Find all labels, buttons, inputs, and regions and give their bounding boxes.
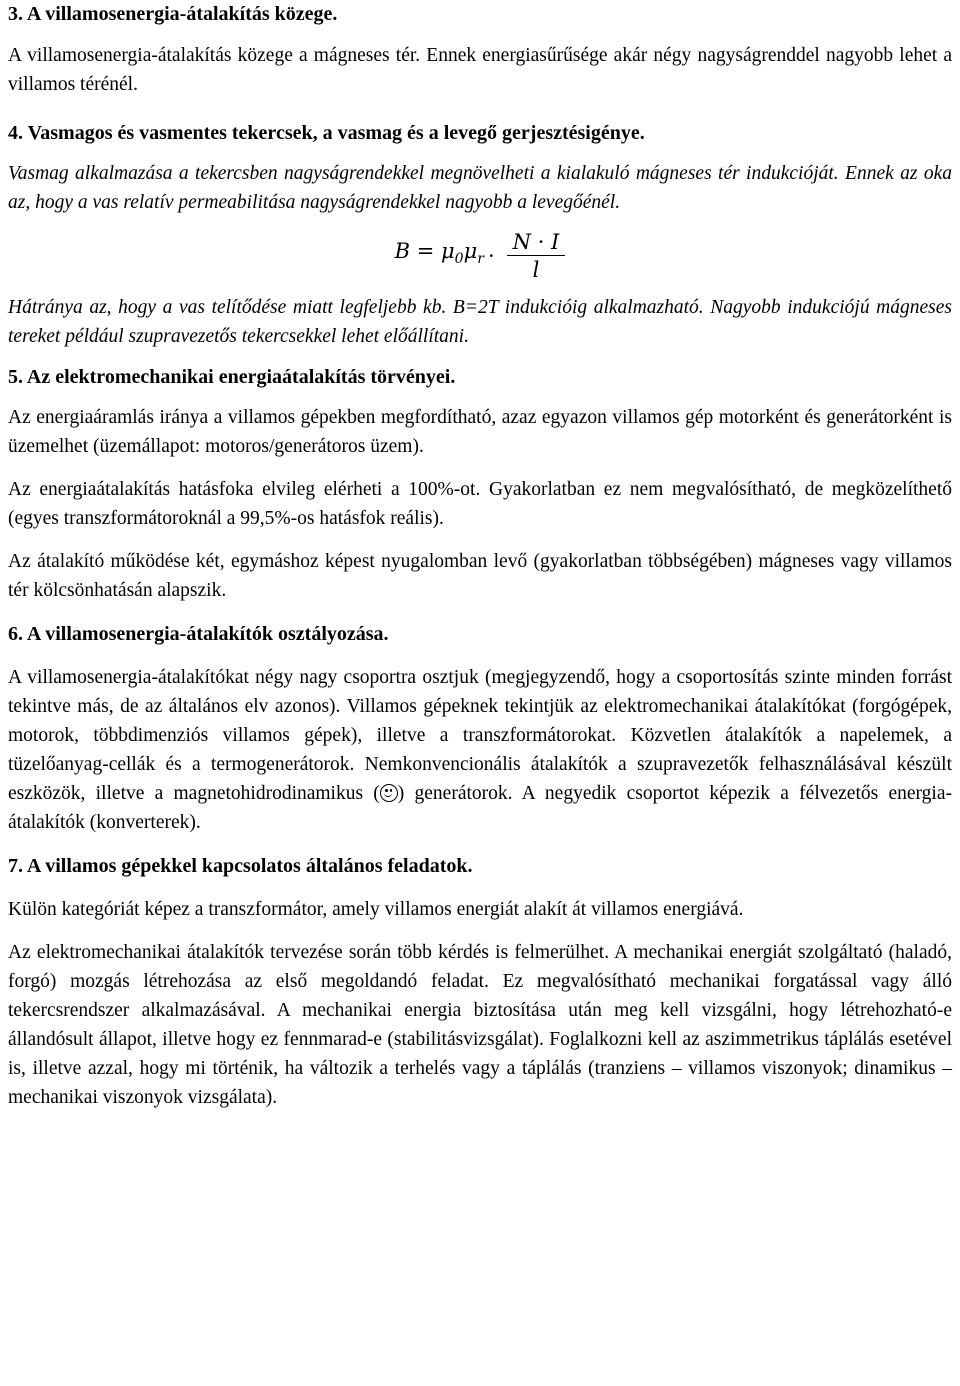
section-7-paragraph-2: Az elektromechanikai átalakítók tervezése során több kérdés is felmerülhet. A mechanikai energiát szolgáltató (haladó, forgó) mozgás létrehozása az első megoldandó feladat. Ez megvalósítható mechanikai forgatással vagy álló tekercsrendszer alkalmazásával. A mechanikai energia biztosítása után meg kell vizsgálni, hogy létrehozható-e állandósult állapot, illetve hogy ez fennmarad-e (stabilitásvizsgálat). Foglalkozni kell az aszimmetrikus táplálás esetével is, illetve azzal, hogy mi történik, ha változik a terhelés vagy a táplálás (tranziens – villamos viszonyok; dinamikus – mechanikai viszonyok vizsgálata). bbox=[8, 942, 952, 1108]
section-4-paragraph-2: Hátránya az, hogy a vas telítődése miatt legfeljebb kb. B=2T indukcióig alkalmazható. Nagyobb indukciójú mágneses tereket például szupravezetős tekercsekkel lehet előállítani. bbox=[8, 297, 952, 347]
formula-b-mu: B = μ bbox=[394, 239, 455, 264]
smiley-icon bbox=[380, 784, 398, 802]
formula-mu: μ bbox=[463, 239, 478, 264]
section-5-paragraph-1: Az energiaáramlás iránya a villamos gépekben megfordítható, azaz egyazon villamos gép motorként és generátorként is üzemelhet (üzemállapot: motoros/generátoros üzem). bbox=[8, 407, 952, 457]
induction-formula bbox=[8, 225, 952, 287]
section-6-text-b: ) generátorok. A negyedik csoportot képezik a félvezetős energia-átalakítók (konverterek). bbox=[8, 783, 952, 833]
formula-sub-r: r bbox=[477, 251, 484, 268]
section-5-heading: 5. Az elektromechanikai energiaátalakítás törvényei. bbox=[8, 366, 456, 388]
section-7-paragraph-1: Külön kategóriát képez a transzformátor, amely villamos energiát alakít át villamos energiává. bbox=[8, 899, 744, 920]
section-3-paragraph: A villamosenergia-átalakítás közege a mágneses tér. Ennek energiasűrűsége akár négy nagyságrenddel nagyobb lehet a villamos térénél. bbox=[8, 45, 952, 95]
section-5-paragraph-3: Az átalakító működése két, egymáshoz képest nyugalomban levő (gyakorlatban többségében) mágneses vagy villamos tér kölcsönhatásán alapszik. bbox=[8, 551, 952, 601]
formula-lhs bbox=[395, 237, 484, 274]
section-7-heading: 7. A villamos gépekkel kapcsolatos általános feladatok. bbox=[8, 855, 473, 877]
section-5-paragraph-2: Az energiaátalakítás hatásfoka elvileg elérheti a 100%-ot. Gyakorlatban ez nem megvalósítható, de megközelíthető (egyes transzformátoroknál a 99,5%-os hatásfok reális). bbox=[8, 479, 952, 529]
formula-numerator: N · I bbox=[507, 229, 566, 256]
formula-dot: · bbox=[487, 243, 495, 268]
formula-sub-0: 0 bbox=[454, 251, 464, 268]
section-6-heading: 6. A villamosenergia-átalakítók osztályozása. bbox=[8, 623, 389, 645]
section-6-paragraph bbox=[8, 663, 952, 837]
section-6-text-a: A villamosenergia-átalakítókat négy nagy csoportra osztjuk (megjegyzendő, hogy a csoportosítás szinte minden forrást tekintve más, de az általános elv azonos). Villamos gépeknek tekintjük az elektromechanikai átalakítókat (forgógépek, motorok, többdimenziós villamos gépek), illetve a transzformátorokat. Közvetlen átalakítók a napelemek, a tüzelőanyag-cellák és a termogenerátorok. Nemkonvencionális átalakítók a szupravezetők felhasználásával készült eszközök, illetve a magnetohidrodinamikus ( bbox=[8, 667, 952, 804]
formula-fraction bbox=[507, 229, 566, 284]
formula-denominator: l bbox=[532, 257, 540, 282]
section-4-paragraph-1: Vasmag alkalmazása a tekercsben nagyságrendekkel megnövelheti a kialakuló mágneses tér indukcióját. Ennek az oka az, hogy a vas relatív permeabilitása nagyságrendekkel nagyobb a levegőénél. bbox=[8, 163, 952, 213]
section-3-heading: 3. A villamosenergia-átalakítás közege. bbox=[8, 3, 338, 25]
section-4-heading: 4. Vasmagos és vasmentes tekercsek, a vasmag és a levegő gerjesztésigénye. bbox=[8, 122, 645, 144]
